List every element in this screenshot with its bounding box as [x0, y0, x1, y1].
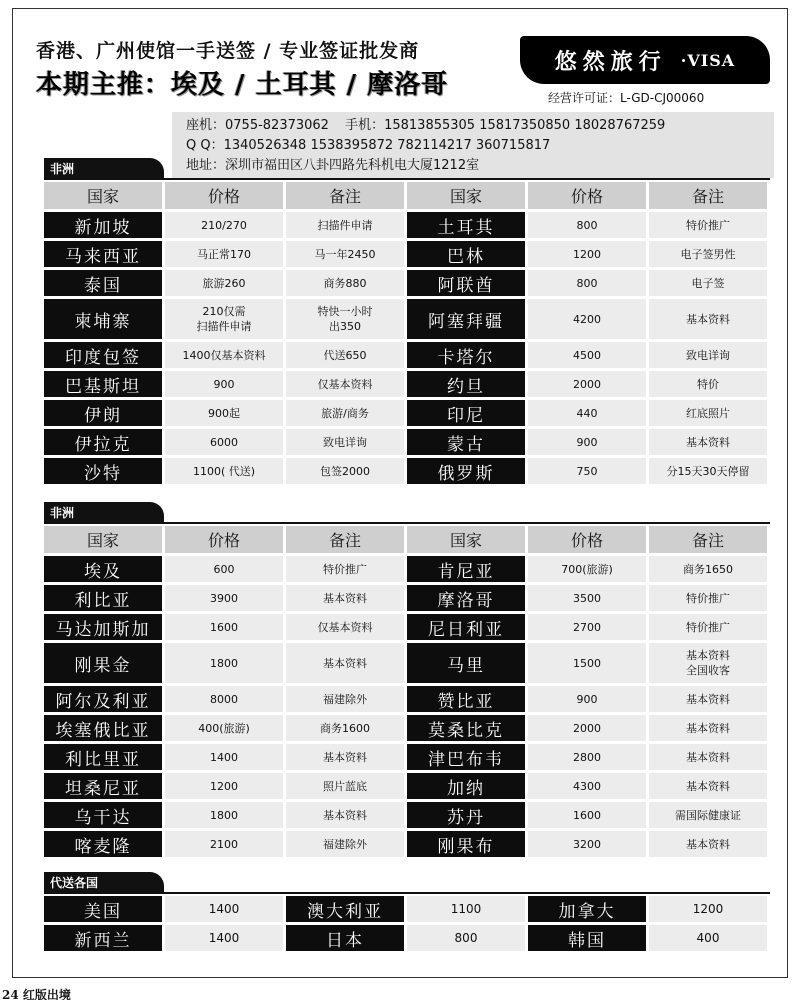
country-cell: 利比里亚	[44, 744, 162, 770]
table-row	[44, 925, 770, 951]
table-header-row	[44, 526, 770, 553]
country-cell: 刚果布	[407, 831, 525, 857]
country-cell: 阿联酋	[407, 270, 525, 296]
country-cell: 卡塔尔	[407, 342, 525, 368]
note-cell: 商务1650	[649, 556, 767, 582]
table-row	[44, 212, 770, 238]
note-cell: 商务880	[286, 270, 404, 296]
country-cell: 约旦	[407, 371, 525, 397]
price-cell: 4300	[528, 773, 646, 799]
header-price: 价格	[528, 182, 646, 209]
country-cell: 马来西亚	[44, 241, 162, 267]
table-row	[44, 686, 770, 712]
header-country: 国家	[407, 526, 525, 553]
header-country: 国家	[44, 526, 162, 553]
country-cell: 柬埔寨	[44, 299, 162, 339]
price-cell: 900	[165, 371, 283, 397]
country-cell: 印度包签	[44, 342, 162, 368]
section-rule-2	[44, 522, 770, 524]
contact-landline: 座机：0755-82373062	[186, 118, 329, 133]
country-cell: 蒙古	[407, 429, 525, 455]
note-cell: 基本资料	[649, 715, 767, 741]
table-row	[44, 371, 770, 397]
note-cell: 包签2000	[286, 458, 404, 484]
price-cell: 3500	[528, 585, 646, 611]
note-cell: 特价推广	[649, 585, 767, 611]
section-tab-3: 代送各国	[44, 872, 164, 894]
price-cell: 700(旅游)	[528, 556, 646, 582]
note-cell: 电子签	[649, 270, 767, 296]
note-cell: 红底照片	[649, 400, 767, 426]
country-cell: 巴林	[407, 241, 525, 267]
table-row	[44, 458, 770, 484]
brand-name: 悠然旅行	[554, 48, 667, 75]
price-cell: 1600	[528, 802, 646, 828]
table-row	[44, 400, 770, 426]
country-cell: 喀麦隆	[44, 831, 162, 857]
country-cell: 伊朗	[44, 400, 162, 426]
license-number: 经营许可证：L-GD-CJ00060	[548, 91, 705, 105]
country-cell: 莫桑比克	[407, 715, 525, 741]
section-tab-2: 非洲	[44, 502, 164, 524]
country-cell: 苏丹	[407, 802, 525, 828]
price-cell: 400(旅游)	[165, 715, 283, 741]
country-cell: 美国	[44, 896, 162, 922]
country-cell: 阿塞拜疆	[407, 299, 525, 339]
note-cell: 照片蓝底	[286, 773, 404, 799]
table-row	[44, 896, 770, 922]
table-row	[44, 585, 770, 611]
contact-address: 地址：深圳市福田区八卦四路先科机电大厦1212室	[186, 158, 480, 173]
price-cell: 6000	[165, 429, 283, 455]
price-cell: 1200	[528, 241, 646, 267]
price-cell: 900	[528, 429, 646, 455]
note-cell: 基本资料	[649, 831, 767, 857]
note-cell: 扫描件申请	[286, 212, 404, 238]
brand-logo	[520, 36, 770, 84]
note-cell: 需国际健康证	[649, 802, 767, 828]
visa-table-1	[44, 182, 770, 487]
country-cell: 澳大利亚	[286, 896, 404, 922]
header-price: 价格	[165, 526, 283, 553]
table-row	[44, 831, 770, 857]
note-cell: 特价推广	[649, 614, 767, 640]
price-cell: 8000	[165, 686, 283, 712]
price-cell: 1400	[165, 896, 283, 922]
note-cell: 分15天30天停留	[649, 458, 767, 484]
price-cell: 440	[528, 400, 646, 426]
country-cell: 韩国	[528, 925, 646, 951]
contact-box	[172, 112, 774, 178]
table-row	[44, 299, 770, 339]
note-cell: 商务1600	[286, 715, 404, 741]
price-cell: 1400	[165, 744, 283, 770]
price-cell: 4500	[528, 342, 646, 368]
price-cell: 2000	[528, 371, 646, 397]
table-row	[44, 614, 770, 640]
table-row	[44, 342, 770, 368]
price-cell: 2000	[528, 715, 646, 741]
table-row	[44, 744, 770, 770]
note-cell: 特价推广	[649, 212, 767, 238]
price-cell: 2800	[528, 744, 646, 770]
table-row	[44, 773, 770, 799]
page-footer: 24 红版出境	[2, 988, 71, 1000]
note-cell: 仅基本资料	[286, 614, 404, 640]
header-tagline: 香港、广州使馆一手送签 / 专业签证批发商	[36, 40, 420, 62]
note-cell: 基本资料	[286, 744, 404, 770]
price-cell: 1800	[165, 802, 283, 828]
price-cell: 1100	[407, 896, 525, 922]
price-cell: 马正常170	[165, 241, 283, 267]
country-cell: 摩洛哥	[407, 585, 525, 611]
price-cell: 2100	[165, 831, 283, 857]
note-cell: 马一年2450	[286, 241, 404, 267]
note-cell: 代送650	[286, 342, 404, 368]
table-row	[44, 802, 770, 828]
contact-mobile: 手机：15813855305 15817350850 18028767259	[345, 118, 666, 133]
country-cell: 坦桑尼亚	[44, 773, 162, 799]
price-cell: 3200	[528, 831, 646, 857]
note-cell: 仅基本资料	[286, 371, 404, 397]
table-row	[44, 556, 770, 582]
table-row	[44, 429, 770, 455]
note-cell: 基本资料	[649, 773, 767, 799]
country-cell: 津巴布韦	[407, 744, 525, 770]
country-cell: 加纳	[407, 773, 525, 799]
country-cell: 新西兰	[44, 925, 162, 951]
price-cell: 1400仅基本资料	[165, 342, 283, 368]
country-cell: 日本	[286, 925, 404, 951]
note-cell: 福建除外	[286, 831, 404, 857]
country-cell: 泰国	[44, 270, 162, 296]
country-cell: 阿尔及利亚	[44, 686, 162, 712]
country-cell: 马达加斯加	[44, 614, 162, 640]
country-cell: 巴基斯坦	[44, 371, 162, 397]
price-cell: 210仅需 扫描件申请	[165, 299, 283, 339]
note-cell: 旅游/商务	[286, 400, 404, 426]
visa-table-2	[44, 526, 770, 860]
header-price: 价格	[528, 526, 646, 553]
price-cell: 800	[528, 270, 646, 296]
price-cell: 1100( 代送)	[165, 458, 283, 484]
header-country: 国家	[407, 182, 525, 209]
note-cell: 特价推广	[286, 556, 404, 582]
price-cell: 2700	[528, 614, 646, 640]
table-row	[44, 643, 770, 683]
table-row	[44, 715, 770, 741]
note-cell: 基本资料	[286, 802, 404, 828]
country-cell: 新加坡	[44, 212, 162, 238]
table-row	[44, 270, 770, 296]
note-cell: 基本资料	[649, 299, 767, 339]
header-note: 备注	[286, 182, 404, 209]
country-cell: 埃塞俄比亚	[44, 715, 162, 741]
section-rule-3	[44, 892, 770, 894]
note-cell: 特价	[649, 371, 767, 397]
country-cell: 乌干达	[44, 802, 162, 828]
price-cell: 1400	[165, 925, 283, 951]
note-cell: 基本资料	[286, 585, 404, 611]
note-cell: 基本资料	[649, 744, 767, 770]
note-cell: 基本资料	[286, 643, 404, 683]
country-cell: 伊拉克	[44, 429, 162, 455]
header-featured: 本期主推：埃及 / 土耳其 / 摩洛哥	[36, 70, 449, 100]
brand-visa: ·VISA	[680, 50, 736, 70]
price-cell: 900	[528, 686, 646, 712]
note-cell: 电子签男性	[649, 241, 767, 267]
header-note: 备注	[286, 526, 404, 553]
price-cell: 750	[528, 458, 646, 484]
price-cell: 400	[649, 925, 767, 951]
note-cell: 致电详询	[649, 342, 767, 368]
price-cell: 800	[407, 925, 525, 951]
price-cell: 3900	[165, 585, 283, 611]
table-header-row	[44, 182, 770, 209]
country-cell: 加拿大	[528, 896, 646, 922]
section-rule-1	[44, 178, 770, 180]
price-cell: 600	[165, 556, 283, 582]
price-cell: 1500	[528, 643, 646, 683]
price-cell: 210/270	[165, 212, 283, 238]
price-cell: 旅游260	[165, 270, 283, 296]
contact-qq: Q Q：1340526348 1538395872 782114217 360715817	[186, 138, 551, 153]
delivery-table	[44, 896, 770, 954]
price-cell: 1800	[165, 643, 283, 683]
header-note: 备注	[649, 526, 767, 553]
note-cell: 基本资料	[649, 429, 767, 455]
note-cell: 特快一小时 出350	[286, 299, 404, 339]
note-cell: 基本资料 全国收客	[649, 643, 767, 683]
country-cell: 埃及	[44, 556, 162, 582]
header-country: 国家	[44, 182, 162, 209]
price-cell: 4200	[528, 299, 646, 339]
section-tab-1: 非洲	[44, 158, 164, 180]
country-cell: 印尼	[407, 400, 525, 426]
country-cell: 利比亚	[44, 585, 162, 611]
note-cell: 基本资料	[649, 686, 767, 712]
country-cell: 赞比亚	[407, 686, 525, 712]
table-row	[44, 241, 770, 267]
price-cell: 1200	[165, 773, 283, 799]
price-cell: 1600	[165, 614, 283, 640]
header-price: 价格	[165, 182, 283, 209]
country-cell: 马里	[407, 643, 525, 683]
note-cell: 致电详询	[286, 429, 404, 455]
country-cell: 肯尼亚	[407, 556, 525, 582]
price-cell: 1200	[649, 896, 767, 922]
country-cell: 刚果金	[44, 643, 162, 683]
country-cell: 俄罗斯	[407, 458, 525, 484]
header-note: 备注	[649, 182, 767, 209]
note-cell: 福建除外	[286, 686, 404, 712]
country-cell: 沙特	[44, 458, 162, 484]
country-cell: 尼日利亚	[407, 614, 525, 640]
price-cell: 900起	[165, 400, 283, 426]
price-cell: 800	[528, 212, 646, 238]
country-cell: 土耳其	[407, 212, 525, 238]
